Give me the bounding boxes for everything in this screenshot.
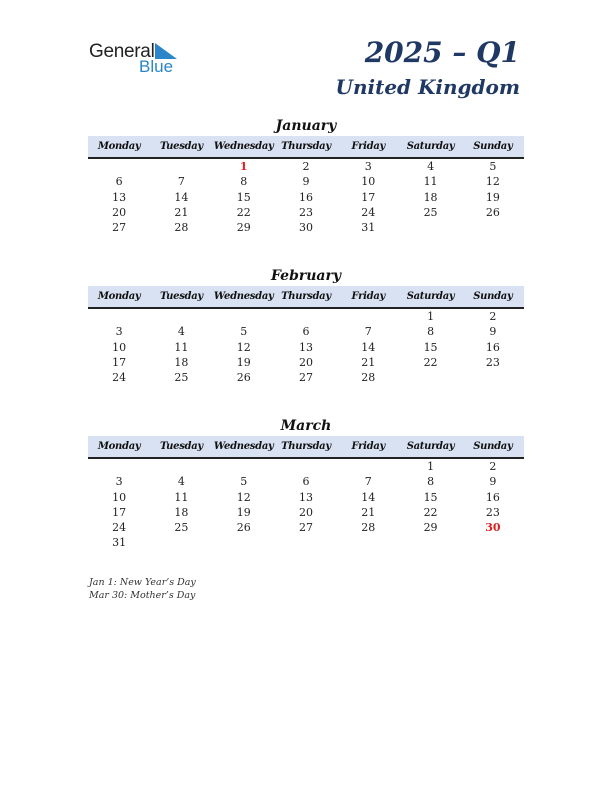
empty-day-cell (275, 309, 337, 324)
day-cell: 7 (364, 475, 372, 489)
day-cell: 29 (236, 221, 251, 235)
day-cell: 25 (423, 205, 438, 219)
day-cell: 9 (489, 325, 497, 339)
empty-day-cell (88, 459, 150, 474)
day-cell: 9 (489, 475, 497, 489)
day-cell: 21 (174, 205, 189, 219)
weekday-label: Saturday (406, 141, 455, 152)
day-cell: 12 (485, 175, 500, 189)
empty-day-cell (337, 535, 399, 550)
day-cell: 5 (489, 160, 497, 173)
day-cell: 23 (298, 205, 313, 219)
day-cell: 15 (236, 190, 251, 204)
day-cell: 4 (427, 160, 435, 173)
empty-day-cell (462, 535, 524, 550)
weekday-label: Monday (97, 141, 141, 152)
day-cell: 23 (485, 505, 500, 519)
holiday-note: Jan 1: New Year’s Day (89, 577, 196, 588)
day-cell: 24 (112, 521, 127, 535)
empty-day-cell (213, 535, 275, 550)
day-cell: 26 (236, 521, 251, 535)
generalblue-logo (89, 40, 189, 76)
day-cell: 1 (427, 460, 435, 473)
day-cell: 30 (298, 221, 313, 235)
empty-day-cell (337, 309, 399, 324)
month-name: February (270, 268, 341, 284)
empty-day-cell (399, 535, 461, 550)
month-name: January (275, 118, 337, 134)
day-cell: 9 (302, 175, 310, 189)
weekday-label: Thursday (281, 141, 331, 152)
day-cell: 21 (361, 505, 376, 519)
day-cell: 4 (177, 325, 185, 339)
empty-day-cell (275, 535, 337, 550)
day-cell: 17 (361, 190, 376, 204)
empty-day-cell (213, 309, 275, 324)
day-cell: 14 (361, 340, 376, 354)
day-cell: 22 (423, 505, 438, 519)
day-cell: 11 (423, 175, 438, 189)
empty-day-cell (462, 220, 524, 235)
day-cell: 1 (239, 160, 248, 173)
logo-blue-text: Blue (139, 57, 174, 76)
weekday-label: Thursday (281, 291, 331, 302)
day-cell: 14 (361, 490, 376, 504)
empty-day-cell (88, 159, 150, 174)
empty-day-cell (88, 309, 150, 324)
day-cell: 20 (112, 205, 127, 219)
day-cell: 28 (361, 521, 376, 535)
day-cell: 10 (112, 340, 127, 354)
day-cell: 31 (361, 221, 376, 235)
day-cell: 20 (298, 505, 313, 519)
weekday-label: Saturday (406, 441, 455, 452)
day-cell: 25 (174, 521, 189, 535)
empty-day-cell (213, 459, 275, 474)
day-cell: 7 (177, 175, 185, 189)
day-cell: 6 (115, 175, 123, 189)
day-cell: 10 (361, 175, 376, 189)
empty-day-cell (399, 220, 461, 235)
day-cell: 7 (364, 325, 372, 339)
weekday-header (88, 136, 524, 159)
day-cell: 2 (302, 160, 310, 173)
weekday-label: Monday (97, 291, 141, 302)
days-grid (88, 159, 524, 235)
day-cell: 28 (174, 221, 189, 235)
weekday-label: Sunday (473, 441, 513, 452)
day-cell: 22 (236, 205, 251, 219)
page-subtitle: United Kingdom (335, 75, 520, 99)
day-cell: 6 (302, 475, 310, 489)
weekday-label: Tuesday (159, 141, 203, 152)
empty-day-cell (150, 459, 212, 474)
day-cell: 27 (112, 221, 127, 235)
day-cell: 17 (112, 355, 127, 369)
day-cell: 11 (174, 490, 189, 504)
day-cell: 14 (174, 190, 189, 204)
day-cell: 29 (423, 521, 438, 535)
day-cell: 23 (485, 355, 500, 369)
empty-day-cell (150, 309, 212, 324)
day-cell: 15 (423, 490, 438, 504)
day-cell: 21 (361, 355, 376, 369)
day-cell: 4 (177, 475, 185, 489)
weekday-label: Tuesday (159, 441, 203, 452)
weekday-label: Friday (351, 141, 386, 152)
day-cell: 13 (112, 190, 127, 204)
day-cell: 13 (298, 340, 313, 354)
day-cell: 12 (236, 490, 251, 504)
weekday-label: Saturday (406, 291, 455, 302)
day-cell: 18 (423, 190, 438, 204)
day-cell: 26 (236, 371, 251, 385)
day-cell: 16 (485, 490, 500, 504)
day-cell: 26 (485, 205, 500, 219)
day-cell: 18 (174, 505, 189, 519)
day-cell: 6 (302, 325, 310, 339)
day-cell: 3 (115, 475, 123, 489)
day-cell: 13 (298, 490, 313, 504)
empty-day-cell (150, 159, 212, 174)
day-cell: 12 (236, 340, 251, 354)
day-cell: 28 (361, 371, 376, 385)
month-name: March (280, 418, 332, 434)
empty-day-cell (462, 370, 524, 385)
weekday-label: Sunday (473, 141, 513, 152)
weekday-label: Wednesday (213, 441, 274, 452)
day-cell: 19 (236, 355, 251, 369)
weekday-label: Wednesday (213, 141, 274, 152)
day-cell: 15 (423, 340, 438, 354)
day-cell: 27 (298, 371, 313, 385)
month-march (88, 416, 524, 551)
holiday-note: Mar 30: Mother’s Day (89, 590, 196, 601)
day-cell: 16 (485, 340, 500, 354)
weekday-label: Sunday (473, 291, 513, 302)
day-cell: 2 (489, 460, 497, 473)
logo-general-text: General (89, 41, 155, 62)
days-grid (88, 459, 524, 551)
empty-day-cell (337, 459, 399, 474)
day-cell: 1 (427, 310, 435, 323)
day-cell: 19 (485, 190, 500, 204)
day-cell: 19 (236, 505, 251, 519)
day-cell: 16 (298, 190, 313, 204)
weekday-label: Friday (351, 291, 386, 302)
day-cell: 24 (112, 371, 127, 385)
day-cell: 11 (174, 340, 189, 354)
month-january (88, 116, 524, 235)
empty-day-cell (275, 459, 337, 474)
empty-day-cell (399, 370, 461, 385)
weekday-header (88, 436, 524, 459)
weekday-label: Wednesday (213, 291, 274, 302)
weekday-label: Monday (97, 441, 141, 452)
day-cell: 3 (115, 325, 123, 339)
day-cell: 5 (240, 325, 248, 339)
day-cell: 8 (240, 175, 248, 189)
day-cell: 27 (298, 521, 313, 535)
day-cell: 5 (240, 475, 248, 489)
month-february (88, 266, 524, 385)
day-cell: 2 (489, 310, 497, 323)
day-cell: 20 (298, 355, 313, 369)
weekday-label: Thursday (281, 441, 331, 452)
weekday-label: Tuesday (159, 291, 203, 302)
day-cell: 8 (427, 325, 435, 339)
day-cell: 8 (427, 475, 435, 489)
weekday-label: Friday (351, 441, 386, 452)
page-title: 2025 – Q1 (364, 36, 520, 69)
day-cell: 25 (174, 371, 189, 385)
day-cell: 10 (112, 490, 127, 504)
empty-day-cell (150, 535, 212, 550)
day-cell: 24 (361, 205, 376, 219)
weekday-header (88, 286, 524, 309)
day-cell: 18 (174, 355, 189, 369)
day-cell: 31 (112, 536, 127, 550)
holiday-notes (89, 576, 196, 602)
day-cell: 17 (112, 505, 127, 519)
day-cell: 22 (423, 355, 438, 369)
day-cell: 3 (364, 160, 372, 173)
day-cell: 30 (485, 521, 501, 535)
days-grid (88, 309, 524, 385)
